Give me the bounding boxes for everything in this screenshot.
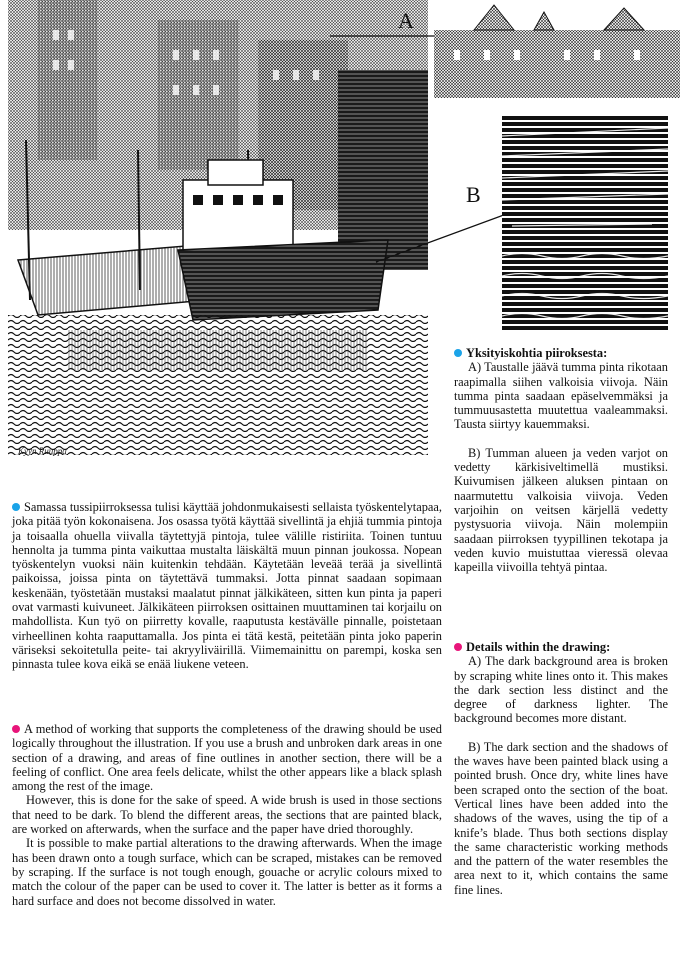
finnish-main-p1: Samassa tussipiirroksessa tulisi käyttää johdonmukaisesti sellaista työskentelytapaa, joka pitää työn kokonaisena. Jos osassa työtä käyttää sivellintä ja ehjiä tummia pintoja ja toisaalla ohuella viivalla täytettyjä pintoja, tulee välille ristiriita. Toinen tuntuu hennolta ja tumma pinta vaikuttaa mustalta läiskältä muun pinnan joukossa. Nopean työskentelyn vuoksi näin kuitenkin tehdään. Käytetään leveää terää ja sivellintä paikoissa, joissa pinta on täytettävä tummaksi. Jotta pinnat saadaan sopimaan keskenään, työstetään mustaksi maalatut pinnat jälkikäteen, sitten kun pinta ja paperi ovat varmasti kuivuneet. Jälkikäteen piirroksen osittainen muuttaminen tai korjailu on mahdollista. Kun työ on piirretty kovalle, raaputusta kestävälle pinnalle, poistetaan virheellinen kohta raaputtamalla. Jos pinta ei tätä kestä, peitetään pinta joko paperin väriseksi sekoitetulla peite- tai akryyliväirillä. Viimemainittu on parempi, koska sen pinnasta tulee kova eikä se enää liukene veteen. <box>12 500 442 672</box>
english-main-p2: However, this is done for the sake of speed. A wide brush is used in those sections that need to be dark. To blend the different areas, the sections that are painted black, are worked on afterwards, when the surface and the paper have dried thoroughly. <box>12 793 442 837</box>
detail-b-image <box>502 116 668 330</box>
dark-waves-detail-drawing <box>502 116 668 330</box>
artist-signature: Kyyn Ruuppa <box>18 446 67 456</box>
english-main-bullet-icon <box>12 725 20 733</box>
english-details <box>454 640 668 897</box>
english-detail-b: B) The dark section and the shadows of the waves have been painted black using a pointed brush. Once dry, white lines have been scraped onto the section of the boat. Vertical lines have been added into the shadows of the waves, using the tip of a knife’s blade. Thus both sections display the same characteristic working methods and the pattern of the water resembles the area next to it, which contains the same fine lines. <box>454 739 668 897</box>
english-bullet-icon <box>454 643 462 651</box>
english-details-heading-row <box>454 640 668 654</box>
finnish-detail-a: A) Taustalle jäävä tumma pinta rikotaan raapimalla siihen valkoisia viivoja. Näin tumma pinta saadaan epäselvemmäksi ja tummuusastetta muutettua vaaleammaksi. Tausta siirtyy kauemmaksi. <box>454 360 668 432</box>
finnish-detail-b: B) Tumman alueen ja veden varjot on vedetty kärkisiveltimellä mustiksi. Kuivumisen jälkeen aluksen pintaan on naarmutettu valkoisia viivoja. Veden varjoihin on veitsen kärjellä vedetty pystysuoria viivoja. Näin molempiin saadaan piirroksen tyypillinen tekotapa ja veden kuvio muistuttaa vieressä olevaa kapeilla viivoilla tehtyä pintaa. <box>454 445 668 575</box>
finnish-details <box>454 346 668 574</box>
finnish-details-heading: Yksityiskohtia piiroksesta: <box>466 346 608 360</box>
english-main-text <box>12 722 442 908</box>
leader-line-b <box>376 212 512 262</box>
english-detail-a: A) The dark background area is broken by scraping white lines onto it. This makes the dark section less distinct and the degree of darkness lighter. The background becomes more distant. <box>454 654 668 726</box>
finnish-main-paragraph <box>12 500 442 672</box>
finnish-main-bullet-icon <box>12 503 20 511</box>
label-b: B <box>466 182 481 207</box>
english-main-paragraph-1 <box>12 722 442 793</box>
finnish-bullet-icon <box>454 349 462 357</box>
english-details-heading: Details within the drawing: <box>466 640 611 654</box>
english-main-p1: A method of working that supports the completeness of the drawing should be used logically throughout the illustration. If you use a brush and unbroken dark areas in one section of a drawing, and areas of fine outlines in another section, there will be a feeling of conflict. One area feels delicate, whilst the other appears like a black splash among the rest of the image. <box>12 722 442 794</box>
finnish-main-text <box>12 500 442 672</box>
building-detail-drawing <box>434 0 680 98</box>
detail-a-image <box>434 0 680 98</box>
finnish-details-heading-row <box>454 346 668 360</box>
label-a: A <box>398 8 414 33</box>
english-main-p3: It is possible to make partial alterations to the drawing afterwards. When the image has been drawn onto a tough surface, which can be scraped, mistakes can be removed by scraping. If the surface is not tough enough, gouache or acrylic colours mixed to match the colour of the paper can be used to cover it. The latter is better as it forms a hard surface and does not become dissolved in water. <box>12 836 442 908</box>
